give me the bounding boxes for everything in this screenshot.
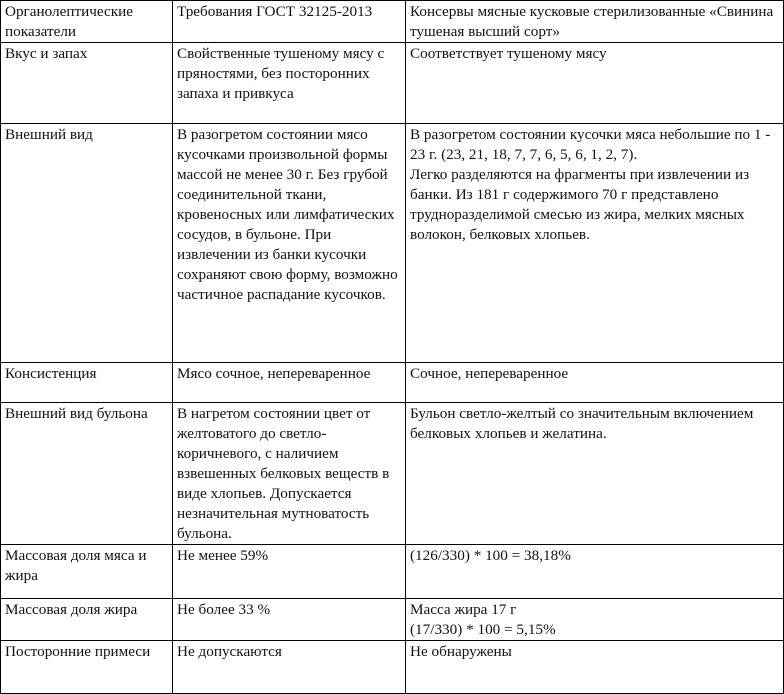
- header-result: Консервы мясные кусковые стерилизованные «Свинина тушеная высший сорт»: [406, 1, 784, 43]
- row-result: Не обнаружены: [406, 641, 784, 694]
- table-row: [1, 43, 784, 124]
- row-result: (126/330) * 100 = 38,18%: [406, 545, 784, 599]
- row-indicator: Вкус и запах: [1, 43, 173, 124]
- row-gost: Свойственные тушеному мясу с пряностями, без посторонних запаха и привкуса: [173, 43, 406, 124]
- table-row: [1, 403, 784, 545]
- row-result: Бульон светло-желтый со значительным включением белковых хлопьев и желатина.: [406, 403, 784, 545]
- table-row: [1, 545, 784, 599]
- row-gost: В разогретом состоянии мясо кусочками произвольной формы массой не менее 30 г. Без грубой соединительной ткани, кровеносных или лимфатических сосудов, в бульоне. При извлечении из банки кусочки сохраняют свою форму, возможно частичное распадание кусочков.: [173, 124, 406, 363]
- table-row: [1, 641, 784, 694]
- header-row: [1, 1, 784, 43]
- row-indicator: Массовая доля мяса и жира: [1, 545, 173, 599]
- row-indicator: Консистенция: [1, 363, 173, 403]
- row-indicator: Посторонние примеси: [1, 641, 173, 694]
- row-gost: В нагретом состоянии цвет от желтоватого до светло-коричневого, с наличием взвешенных белковых веществ в виде хлопьев. Допускается незначительная мутноватость бульона.: [173, 403, 406, 545]
- row-indicator: Внешний вид бульона: [1, 403, 173, 545]
- header-indicator: Органолептические показатели: [1, 1, 173, 43]
- header-gost: Требования ГОСТ 32125-2013: [173, 1, 406, 43]
- row-gost: Не менее 59%: [173, 545, 406, 599]
- row-result: Соответствует тушеному мясу: [406, 43, 784, 124]
- row-result: Сочное, непереваренное: [406, 363, 784, 403]
- row-indicator: Массовая доля жира: [1, 599, 173, 641]
- table-row: [1, 599, 784, 641]
- table-row: [1, 124, 784, 363]
- row-result: В разогретом состоянии кусочки мяса небольшие по 1 - 23 г. (23, 21, 18, 7, 7, 6, 5, 6, 1, 2, 7). Легко разделяются на фрагменты при извлечении из банки. Из 181 г содержимого 70 г представлено трудноразделимой смесью из жира, мелких мясных волокон, белковых хлопьев.: [406, 124, 784, 363]
- row-gost: Мясо сочное, непереваренное: [173, 363, 406, 403]
- row-gost: Не допускаются: [173, 641, 406, 694]
- table-row: [1, 363, 784, 403]
- row-indicator: Внешний вид: [1, 124, 173, 363]
- row-result: Масса жира 17 г (17/330) * 100 = 5,15%: [406, 599, 784, 641]
- row-gost: Не более 33 %: [173, 599, 406, 641]
